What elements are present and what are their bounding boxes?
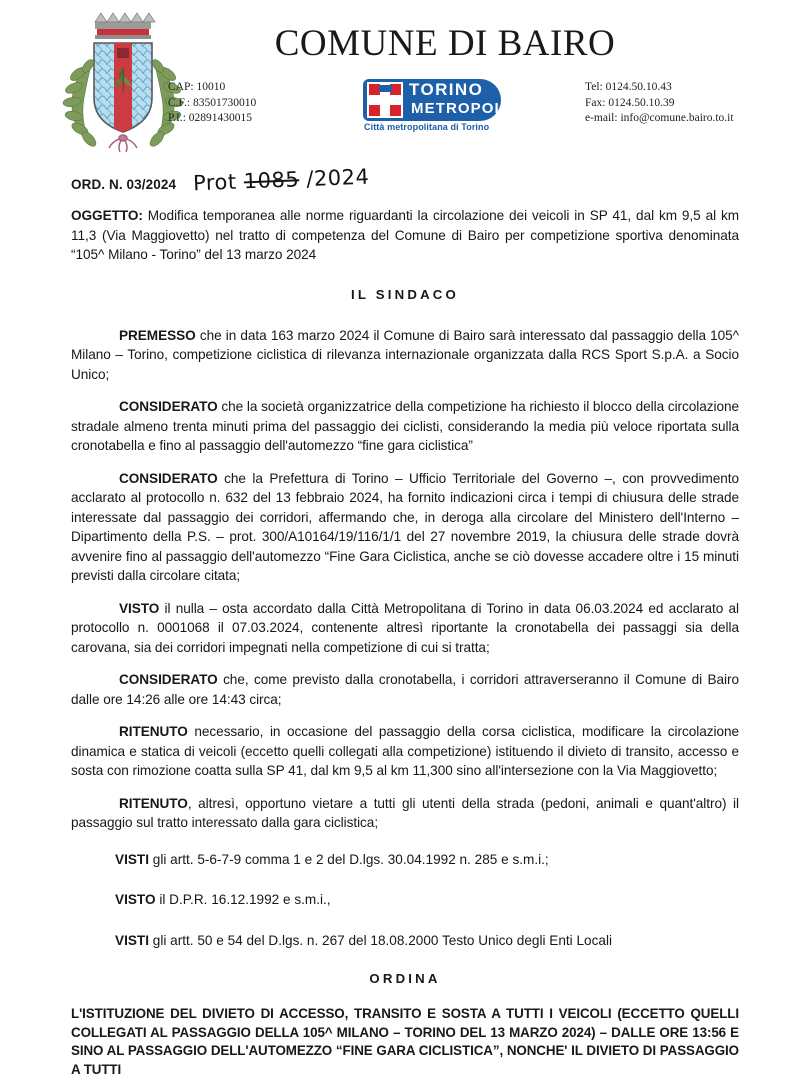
paragraph-text: , altresì, opportuno vietare a tutti gli utenti della strada (pedoni, animali e quant'altro) il passaggio sul tratto interessato dalla gara ciclistica; [71,795,739,830]
ordinance-document [71,164,740,1079]
logo-line2: METROPOLI [411,100,511,117]
cap-line: CAP: 10010 [168,81,226,93]
subject-paragraph [71,206,739,265]
paragraph-text: che la Prefettura di Torino – Ufficio Territoriale del Governo –, con provvedimento acclarato al protocollo n. 632 del 13 febbraio 2024, ha fornito indicazioni circa i tempi di chiusura delle strade interessate dal passaggio dei corridori, affermando che, in deroga alla circolare del Ministero dell'Interno – Dipartimento della P.S. – prot. 300/A10164/19/116/1/1 del 27 novembre 2019, la chiusura delle strade dovrà avvenire fino al passaggio dell'automezzo “Fine Gara Ciclistica, anche se ciò dovesse accadere oltre i 15 minuti previsti dalla circolare citata; [71,470,739,583]
paragraph-considerato-3 [71,670,739,709]
paragraph-label: RITENUTO [119,795,188,811]
paragraph-text: il nulla – osta accordato dalla Città Metropolitana di Torino in data 06.03.2024 ed acclarato al protocollo n. 0001068 il 07.03.2024, contenente altresì riportante la cronotabella dei passaggi sia della carovana, sia dei corridori impegnati nella competizione di cui si tratta; [71,600,739,655]
paragraph-label: PREMESSO [119,327,196,343]
savoy-flag-icon [367,82,403,118]
paragraph-premesso [71,326,739,385]
paragraph-considerato-1 [71,397,739,456]
reference-text: gli artt. 50 e 54 del D.lgs. n. 267 del 18.08.2000 Testo Unico degli Enti Locali [149,932,612,948]
codice-fiscale-line: C.F.: 83501730010 [168,96,257,109]
protocol-number: 1085 [243,167,300,194]
paragraph-label: CONSIDERATO [119,672,218,687]
heading-ordina: ORDINA [369,971,441,986]
fax-line: Fax: 0124.50.10.39 [585,96,675,109]
paragraph-label: VISTO [119,600,160,616]
paragraph-label: CONSIDERATO [119,470,218,486]
logo-line1: TORINO [409,80,484,99]
reference-visti-3 [71,931,739,951]
reference-text: il D.P.R. 16.12.1992 e s.m.i., [155,892,331,907]
ordinance-body-text: L'ISTITUZIONE DEL DIVIETO DI ACCESSO, TRANSITO E SOSTA A TUTTI I VEICOLI (ECCETTO QUELLI COLLEGATI AL PASSAGGIO DELLA 105^ MILANO – TORINO DEL 13 MARZO 2024) – DALLE ORE 13:56 E SINO AL PASSAGGIO DELL'AUTOMEZZO “FINE GARA CICLISTICA”, NONCHE' IL DIVIETO DI PASSAGGIO A TUTTI [71,1006,739,1077]
protocol-prefix: Prot [192,169,238,196]
subject-label: OGGETTO: [71,208,143,223]
protocol-suffix: /2024 [305,164,370,192]
municipality-codes [168,80,256,127]
reference-label: VISTI [115,932,149,948]
paragraph-text: necessario, in occasione del passaggio della corsa ciclistica, modificare la circolazione dinamica e statica di veicoli (eccetto quelli collegati alla competizione) istituendo il divieto di transito, accesso e sosta con rimozione coatta sulla SP 41, dal km 9,5 al km 11,300 sino all'intersezione con la Via Maggiovetto; [71,724,739,778]
paragraph-text: che in data 163 marzo 2024 il Comune di Bairo sarà interessato dal passaggio della 105^ Milano – Torino, competizione ciclistica di rilevanza internazionale organizzata dalla RCS Sport S.p.A. a Socio Unico; [71,327,739,382]
paragraph-considerato-2 [71,469,739,586]
partita-iva-line: P.I.: 02891430015 [168,112,253,124]
paragraph-ritenuto-2 [71,794,739,833]
reference-visti-1 [71,850,739,870]
heading-il-sindaco: IL SINDACO [351,286,459,302]
reference-text: gli artt. 5-6-7-9 comma 1 e 2 del D.lgs. 30.04.1992 n. 285 e s.m.i.; [149,851,549,867]
paragraph-label: CONSIDERATO [119,399,218,414]
handwritten-protocol-annotation [193,165,370,196]
reference-label: VISTO [115,892,156,907]
contact-info [585,80,734,127]
email-line: e-mail: info@comune.bairo.to.it [585,112,734,124]
paragraph-visto-nulla-osta [71,599,739,658]
paragraph-text: che la società organizzatrice della competizione ha richiesto il blocco della circolazione stradale almeno trenta minuti prima del passaggio dei ciclisti, considerando la media più veloce riportata sulla cronotabella e fino al passaggio dell'automezzo “fine gara ciclistica” [71,399,740,453]
subject-text: Modifica temporanea alle norme riguardanti la circolazione dei veicoli in SP 41, dal km 9,5 al km 11,3 (Via Maggiovetto) nel tratto di competenza del Comune di Bairo per competizione sportiva denominata “105^ Milano - Torino” del 13 marzo 2024 [71,208,739,262]
paragraph-ritenuto-1 [71,722,739,781]
ordinance-number: ORD. N. 03/2024 [71,177,177,192]
reference-visto-2 [71,890,739,910]
reference-label: VISTI [115,851,149,867]
telephone-line: Tel: 0124.50.10.43 [585,81,672,93]
document-header [0,0,800,162]
ordinance-header-row [71,164,739,204]
paragraph-label: RITENUTO [119,724,188,739]
torino-metropoli-logo [357,79,511,135]
paragraph-text: che, come previsto dalla cronotabella, i corridori attraverseranno il Comune di Bairo dalle ore 14:26 alle ore 14:43 circa; [71,672,739,707]
logo-subtitle: Città metropolitana di Torino [364,122,490,132]
page-title: COMUNE DI BAIRO [274,23,616,64]
